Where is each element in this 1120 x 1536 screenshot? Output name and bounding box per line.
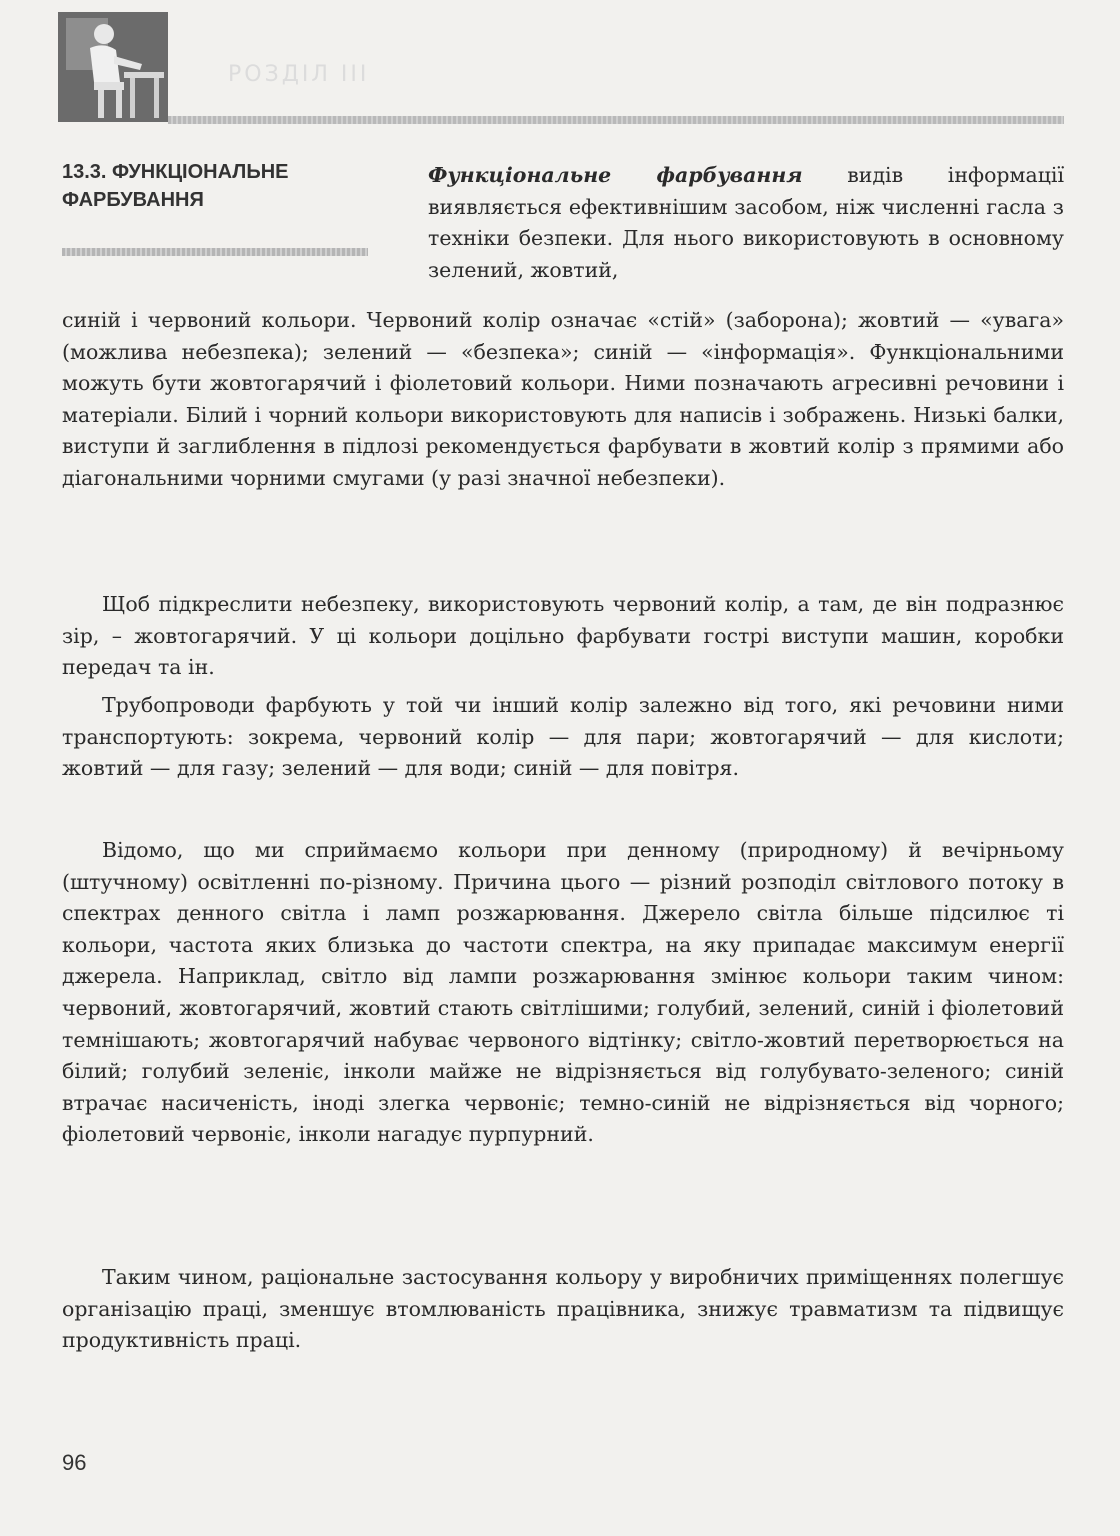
paragraph-3: Трубопроводи фарбують у той чи інший колір залежно від того, які речовини ними транспортують: зокрема, червоний колір — для пари; жовтогарячий — для кислоти; жовтий — для газу; зелений — для води; синій — для повітря.: [62, 693, 1064, 781]
paragraph-1-lead-text: видів інформації виявляється ефективнішим засобом, ніж численні гасла з техніки безпеки. Для нього використовують в основному зелений, жовтий,: [428, 163, 1064, 282]
section-divider: [62, 248, 368, 256]
paragraph-2: Щоб підкреслити небезпеку, використовують червоний колір, а там, де він подразнює зір, – жовтогарячий. У ці кольори доцільно фарбувати гострі виступи машин, коробки передач та ін.: [62, 592, 1064, 680]
page-number: 96: [62, 1450, 87, 1475]
paragraph-1-lead: [428, 160, 1064, 286]
paragraph-1-rest: синій і червоний кольори. Червоний колір означає «стій» (заборона); жовтий — «увага» (можлива небезпека); зелений — «безпека»; синій — «інформація». Функціональними можуть бути жовтогарячий і фіолетовий кольори. Ними позначають агресивні речовини і матеріали. Білий і чорний кольори використовують для написів і зображень. Низькі балки, виступи й заглиблення в підлозі рекомендується фарбувати в жовтий колір з прямими або діагональними чорними смугами (у разі значної небезпеки).: [62, 308, 1064, 490]
paragraph-4: Відомо, що ми сприймаємо кольори при денному (природному) й вечірньому (штучному) освітленні по-різному. Причина цього — різний розподіл світлового потоку в спектрах денного світла і ламп розжарювання. Джерело світла більше підсилює ті кольори, частота яких близька до частоти спектра, на яку припадає максимум енергії джерела. Наприклад, світло від лампи розжарювання змінює кольори таким чином: червоний, жовтогарячий, жовтий стають світлішими; голубий, зелений, синій і фіолетовий темнішають; жовтогарячий набуває червоного відтінку; світло-жовтий перетворюється на білий; голубий зеленіє, інколи майже не відрізняється від голубувато-зеленого; синій втрачає насиченість, іноді злегка червоніє; темно-синій не відрізняється від чорного; фіолетовий червоніє, інколи нагадує пурпурний.: [62, 838, 1064, 1147]
header-divider: [168, 116, 1064, 124]
person-at-desk-icon: [58, 12, 168, 122]
header-image: [58, 12, 168, 122]
chapter-title: РОЗДІЛ III: [228, 62, 370, 87]
paragraph-5: Таким чином, раціональне застосування кольору у виробничих приміщеннях полегшує організацію праці, зменшує втомлюваність працівника, знижує травматизм та підвищує продуктивність праці.: [62, 1265, 1064, 1353]
key-term: Функціональне фарбування: [428, 163, 803, 187]
section-heading: 13.3. ФУНКЦІОНАЛЬНЕ ФАРБУВАННЯ: [62, 161, 289, 211]
